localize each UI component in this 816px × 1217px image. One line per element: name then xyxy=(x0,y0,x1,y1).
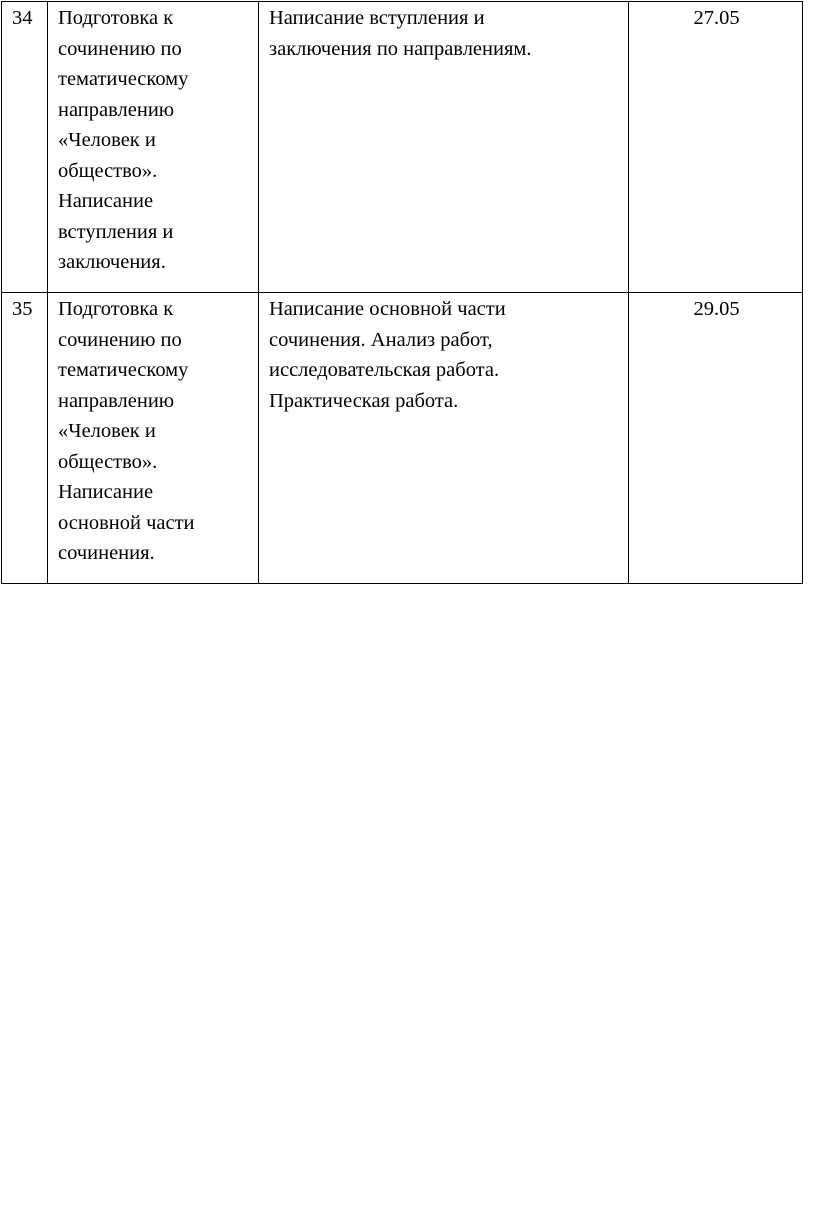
lesson-date-cell xyxy=(629,293,803,584)
lesson-number-cell xyxy=(2,293,48,584)
lesson-number: 35 xyxy=(12,298,33,320)
lesson-plan-table xyxy=(1,1,803,584)
lesson-number-cell xyxy=(2,2,48,293)
lesson-number: 34 xyxy=(12,7,33,29)
lesson-content-cell xyxy=(259,2,629,293)
lesson-topic: Подготовка к сочинению по тематическому направлению «Человек и общество». Написание вступления и заключения. xyxy=(58,7,189,273)
lesson-date-cell xyxy=(629,2,803,293)
lesson-topic-cell xyxy=(48,293,259,584)
table-body xyxy=(2,2,803,584)
table-row xyxy=(2,2,803,293)
lesson-date: 29.05 xyxy=(693,298,740,320)
lesson-content: Написание вступления и заключения по направлениям. xyxy=(269,7,532,60)
lesson-topic-cell xyxy=(48,2,259,293)
table-row xyxy=(2,293,803,584)
lesson-topic: Подготовка к сочинению по тематическому направлению «Человек и общество». Написание основной части сочинения. xyxy=(58,298,195,564)
lesson-content-cell xyxy=(259,293,629,584)
lesson-date: 27.05 xyxy=(693,7,740,29)
lesson-content: Написание основной части сочинения. Анализ работ, исследовательская работа. Практическая работа. xyxy=(269,298,506,412)
